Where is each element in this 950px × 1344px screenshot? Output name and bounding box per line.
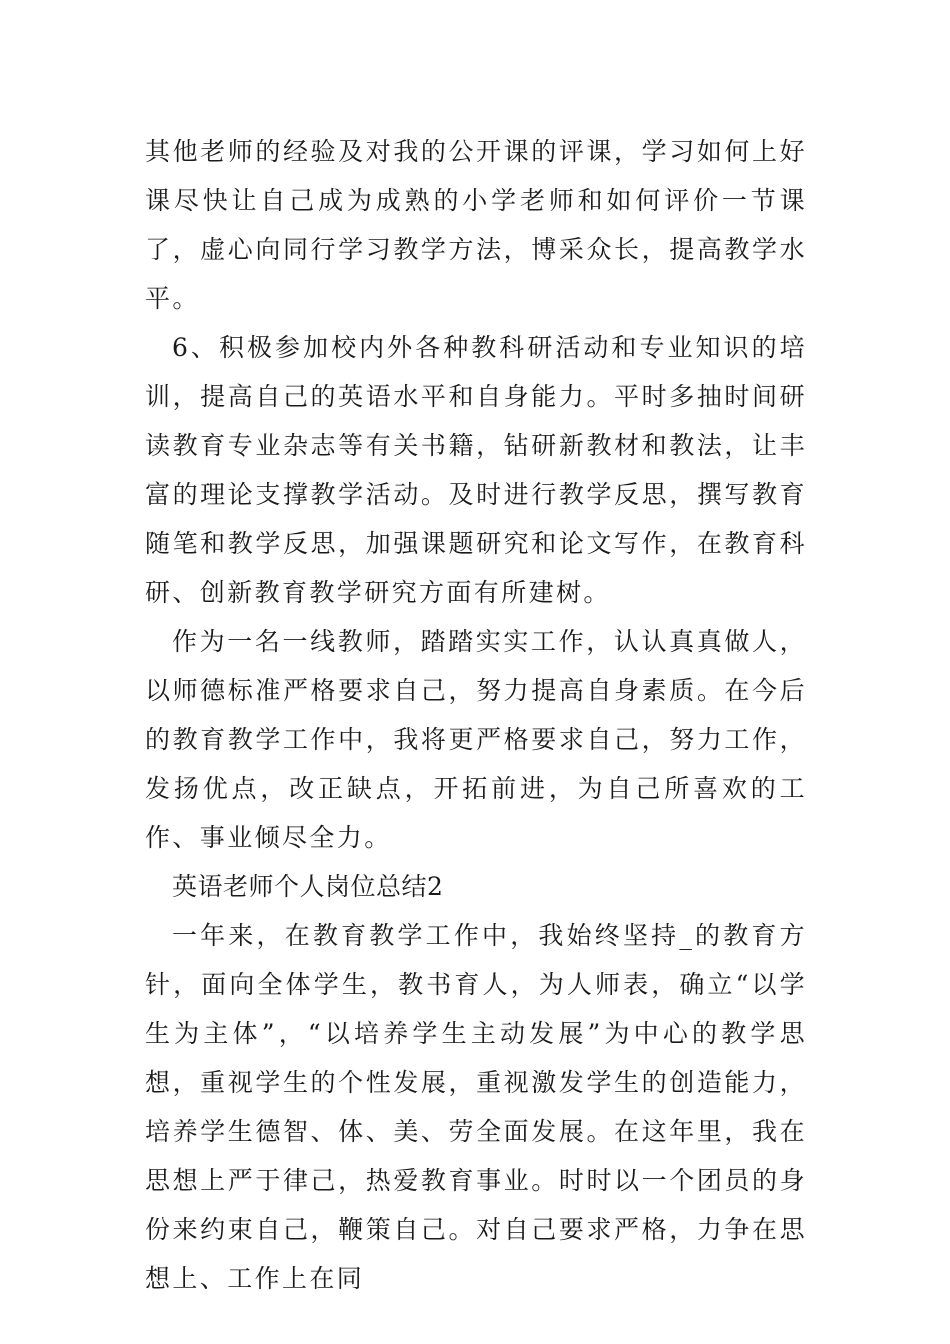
- section-heading: 英语老师个人岗位总结2: [172, 872, 444, 901]
- document-body: [145, 127, 807, 1303]
- paragraph-item-6: 6、积极参加校内外各种教科研活动和专业知识的培训，提高自己的英语水平和自身能力。平时多抽时间研读教育专业杂志等有关书籍，钻研新教材和教法，让丰富的理论支撑教学活动。及时进行教学反思，撰写教育随笔和教学反思，加强课题研究和论文写作，在教育科研、创新教育教学研究方面有所建树。: [145, 333, 807, 607]
- paragraph-continuation: 其他老师的经验及对我的公开课的评课，学习如何上好课尽快让自己成为成熟的小学老师和如何评价一节课了，虚心向同行学习教学方法，博采众长，提高教学水平。: [145, 137, 807, 313]
- paragraph-section-2-intro: 一年来，在教育教学工作中，我始终坚持_的教育方针，面向全体学生，教书育人，为人师表，确立“以学生为主体”，“以培养学生主动发展”为中心的教学思想，重视学生的个性发展，重视激发学生的创造能力，培养学生德智、体、美、劳全面发展。在这年里，我在思想上严于律己，热爱教育事业。时时以一个团员的身份来约束自己，鞭策自己。对自己要求严格，力争在思想上、工作上在同: [145, 921, 807, 1293]
- paragraph-conclusion: 作为一名一线教师，踏踏实实工作，认认真真做人，以师德标准严格要求自己，努力提高自身素质。在今后的教育教学工作中，我将更严格要求自己，努力工作，发扬优点，改正缺点，开拓前进，为自己所喜欢的工作、事业倾尽全力。: [145, 627, 807, 852]
